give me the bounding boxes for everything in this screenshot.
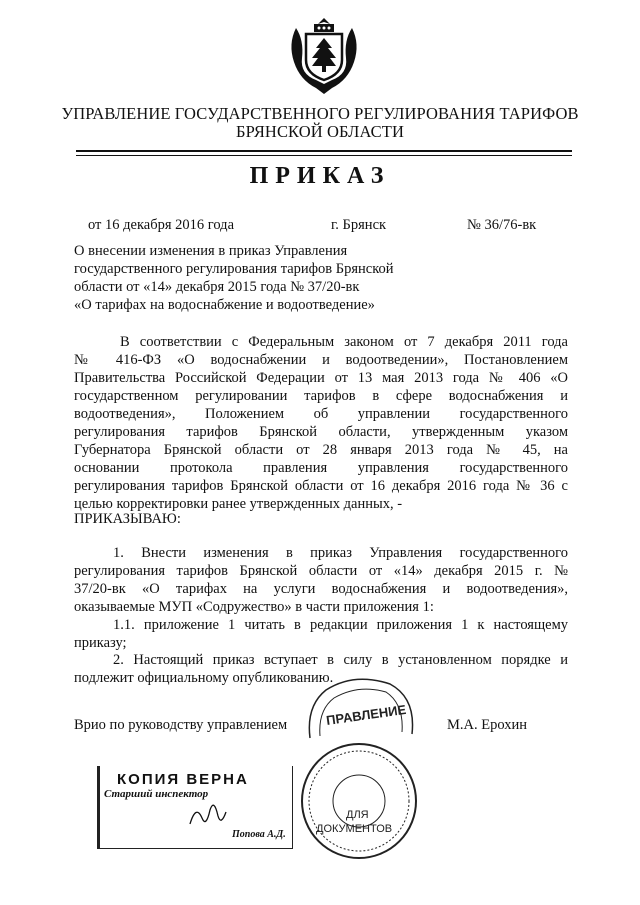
order-city: г. Брянск: [331, 217, 387, 233]
organization-name-line2: БРЯНСКОЙ ОБЛАСТИ: [236, 122, 404, 141]
header-divider-thin: [76, 155, 572, 156]
item1-line: регулирования тарифов Брянской области от «14» декабря 2015 г. №: [74, 563, 568, 579]
preamble-line: основании протокола правления управления государственного: [74, 460, 568, 476]
subject-line: «О тарифах на водоснабжение и водоотведение»: [74, 297, 375, 313]
header-divider-thick: [76, 150, 572, 152]
subject-line: О внесении изменения в приказ Управления: [74, 243, 348, 259]
round-stamp-documents: [298, 740, 420, 862]
item1-line: 1. Внести изменения в приказ Управления государственного: [113, 545, 568, 561]
coat-of-arms-emblem: [286, 14, 362, 96]
subject-line: области от «14» декабря 2015 года № 37/20-вк: [74, 279, 360, 295]
item11-line: 1.1. приложение 1 читать в редакции приложения 1 к настоящему: [113, 617, 568, 633]
preamble-line: государственном регулировании тарифов в сфере водоснабжения и: [74, 388, 568, 404]
copy-certified-title: КОПИЯ ВЕРНА: [117, 771, 249, 788]
item1-line: 37/20-вк «О тарифах на услуги водоснабжения и водоотведения»,: [74, 581, 568, 597]
copy-inspector-label: Старший инспектор: [104, 788, 209, 800]
preamble-line: водоотведения», Положением об управлении государственного: [74, 406, 568, 422]
preamble-line: Губернатора Брянской области от 28 января 2013 года № 45, на: [74, 442, 568, 458]
stamp-text-upravlenie: ПРАВЛЕНИЕ: [325, 701, 408, 728]
signatory-name: М.А. Ерохин: [447, 717, 528, 733]
order-number: № 36/76-вк: [467, 217, 537, 233]
order-date: от 16 декабря 2016 года: [88, 217, 234, 233]
preamble-line: целью корректировки ранее утвержденных данных, -: [74, 496, 403, 512]
item2-line: 2. Настоящий приказ вступает в силу в установленном порядке и: [113, 652, 568, 668]
order-subject: [74, 242, 394, 314]
signatory-position: Врио по руководству управлением: [74, 717, 288, 733]
preamble-line: Правительства Российской Федерации от 13 мая 2013 года № 406 «О: [74, 370, 568, 386]
preamble-line: регулирования тарифов Брянской области от 16 декабря 2016 года № 36 с: [74, 478, 568, 494]
stamp-text-documents: ДОКУМЕНТОВ: [316, 823, 393, 835]
organization-name-line1: УПРАВЛЕНИЕ ГОСУДАРСТВЕННОГО РЕГУЛИРОВАНИЯ ТАРИФОВ: [61, 104, 579, 123]
preamble-line: В соответствии с Федеральным законом от 7 декабря 2011 года: [120, 334, 568, 350]
document-title: ПРИКАЗ: [249, 163, 391, 189]
handwritten-signature: [188, 800, 228, 835]
subject-line: государственного регулирования тарифов Брянской: [74, 261, 394, 277]
copy-inspector-name: Попова А.Д.: [232, 829, 286, 840]
item2-line: подлежит официальному опубликованию.: [74, 670, 334, 686]
round-stamp-top: [302, 676, 420, 746]
preamble-line: № 416-ФЗ «О водоснабжении и водоотведении», Постановлением: [74, 352, 568, 368]
item11-line: приказу;: [74, 635, 127, 651]
order-word: ПРИКАЗЫВАЮ:: [74, 511, 181, 527]
item1-line: оказываемые МУП «Содружество» в части приложения 1:: [74, 599, 434, 615]
stamp-text-dlya: ДЛЯ: [346, 809, 369, 821]
preamble-line: регулирования тарифов Брянской области, утвержденным указом: [74, 424, 568, 440]
